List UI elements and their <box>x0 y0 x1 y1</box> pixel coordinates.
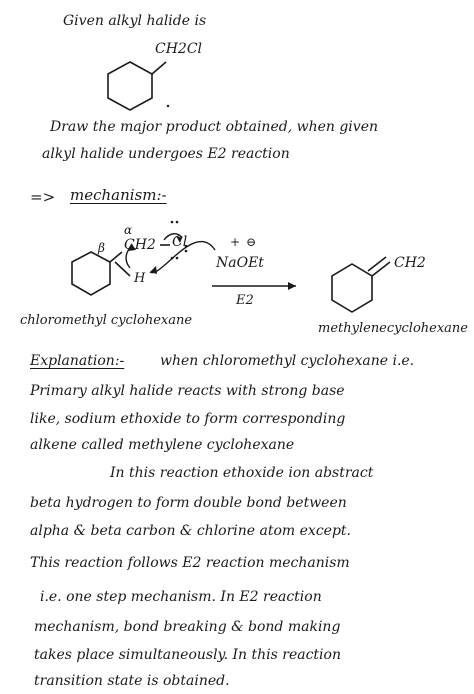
explanation-line: i.e. one step mechanism. In E2 reaction <box>40 589 322 605</box>
beta-label: β <box>98 241 105 255</box>
reactant-name: chloromethyl cyclohexane <box>20 313 193 328</box>
ring-ch2-bond-top <box>152 62 166 74</box>
charge-minus: ⊖ <box>246 235 257 249</box>
explanation-line: takes place simultaneously. In this reaction <box>34 647 341 663</box>
explanation-line: transition state is obtained. <box>34 673 230 689</box>
implies-arrow: => <box>30 188 56 206</box>
intro-line: Given alkyl halide is <box>63 13 207 29</box>
explanation-line: beta hydrogen to form double bond between <box>30 495 347 511</box>
reactant-label: CH2Cl <box>155 41 203 57</box>
cl-label: Cl <box>172 234 188 250</box>
question-line-1: Draw the major product obtained, when given <box>50 119 378 135</box>
double-bond-2 <box>368 257 386 271</box>
double-bond-1 <box>372 262 390 276</box>
question-line-2: alkyl halide undergoes E2 reaction <box>42 146 290 162</box>
ch2-label: CH2 <box>124 237 156 253</box>
reaction-arrow-label: E2 <box>236 293 254 308</box>
explanation-line: In this reaction ethoxide ion abstract <box>110 465 374 481</box>
mechanism-heading: mechanism:- <box>70 186 167 204</box>
product-name: methylenecyclohexane <box>318 321 468 336</box>
mechanism-ring <box>72 252 110 295</box>
product-ring <box>332 264 372 312</box>
explanation-line: This reaction follows E2 reaction mechanism <box>30 555 350 571</box>
h-label: H <box>134 271 146 286</box>
reactant-ring-top <box>108 62 152 110</box>
alpha-label: α <box>124 223 133 237</box>
charge-plus: + <box>230 235 241 249</box>
alpha-carbon-bond <box>110 252 122 262</box>
explanation-line: when chloromethyl cyclohexane i.e. <box>160 353 415 369</box>
explanation-line: Primary alkyl halide reacts with strong base <box>30 383 345 399</box>
base-label: NaOEt <box>216 255 264 271</box>
explanation-label: Explanation:- <box>30 353 125 369</box>
explanation-line: mechanism, bond breaking & bond making <box>34 619 341 635</box>
explanation-line: alpha & beta carbon & chlorine atom except. <box>30 523 351 539</box>
explanation-line: alkene called methylene cyclohexane <box>30 437 295 453</box>
product-ch2-label: CH2 <box>394 255 426 271</box>
explanation-line: like, sodium ethoxide to form corresponding <box>30 411 346 427</box>
